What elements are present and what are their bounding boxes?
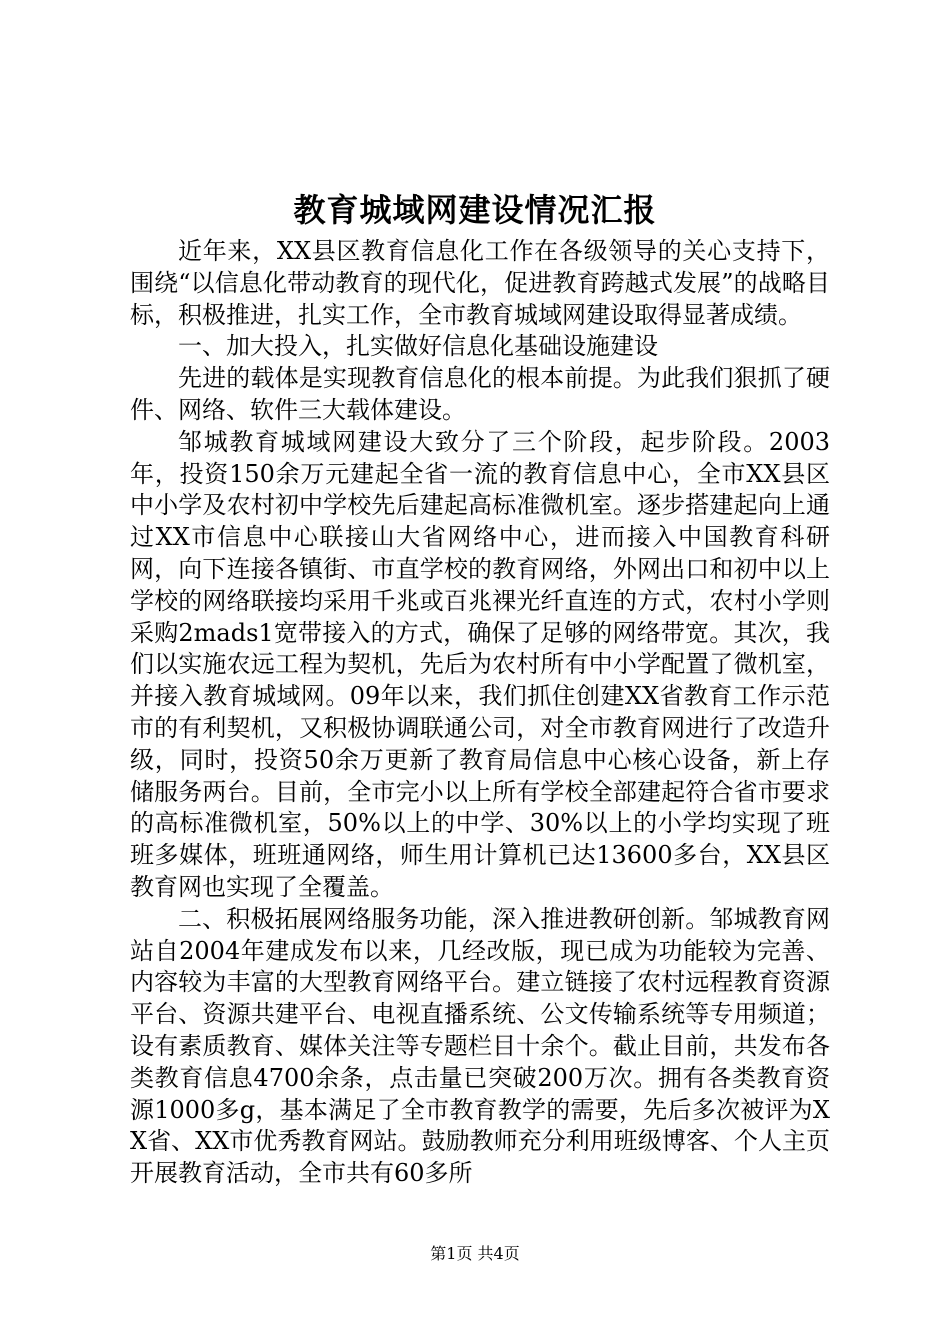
document-title: 教育城域网建设情况汇报: [293, 191, 657, 229]
section-heading-2-paragraph: 二、积极拓展网络服务功能，深入推进教研创新。邹城教育网站自2004年建成发布以来，几经改版，现已成为功能较为完善、内容较为丰富的大型教育网络平台。建立链接了农村远程教育资源平台、资源共建平台、电视直播系统、公文传输系统等专用频道；设有素质教育、媒体关注等专题栏目十余个。截止目前，共发布各类教育信息4700余条，点击量已突破200万次。拥有各类教育资源1000多g，基本满足了全市教育教学的需要，先后多次被评为XX省、XX市优秀教育网站。鼓励教师充分利用班级博客、个人主页开展教育活动，全市共有60多所: [130, 904, 830, 1188]
page-footer: 第1页 共4页: [430, 1244, 520, 1263]
body-paragraph: 先进的载体是实现教育信息化的根本前提。为此我们狠抓了硬件、网络、软件三大载体建设。: [130, 364, 830, 424]
intro-paragraph: 近年来，XX县区教育信息化工作在各级领导的关心支持下，围绕“以信息化带动教育的现代化，促进教育跨越式发展”的战略目标，积极推进，扎实工作，全市教育城域网建设取得显著成绩。: [130, 237, 830, 329]
document-body: [130, 236, 830, 1190]
body-paragraph: 邹城教育城域网建设大致分了三个阶段，起步阶段。2003年，投资150余万元建起全省一流的教育信息中心，全市XX县区中小学及农村初中学校先后建起高标准微机室。逐步搭建起向上通过XX市信息中心联接山大省网络中心，进而接入中国教育科研网，向下连接各镇街、市直学校的教育网络，外网出口和初中以上学校的网络联接均采用千兆或百兆裸光纤直连的方式，农村小学则采购2mads1宽带接入的方式，确保了足够的网络带宽。其次，我们以实施农远工程为契机，先后为农村所有中小学配置了微机室，并接入教育城域网。09年以来，我们抓住创建XX省教育工作示范市的有利契机，又积极协调联通公司，对全市教育网进行了改造升级，同时，投资50余万更新了教育局信息中心核心设备，新上存储服务两台。目前，全市完小以上所有学校全部建起符合省市要求的高标准微机室，50%以上的中学、30%以上的小学均实现了班班多媒体，班班通网络，师生用计算机已达13600多台，XX县区教育网也实现了全覆盖。: [130, 427, 830, 901]
section-heading-1: 一、加大投入，扎实做好信息化基础设施建设: [178, 332, 658, 361]
